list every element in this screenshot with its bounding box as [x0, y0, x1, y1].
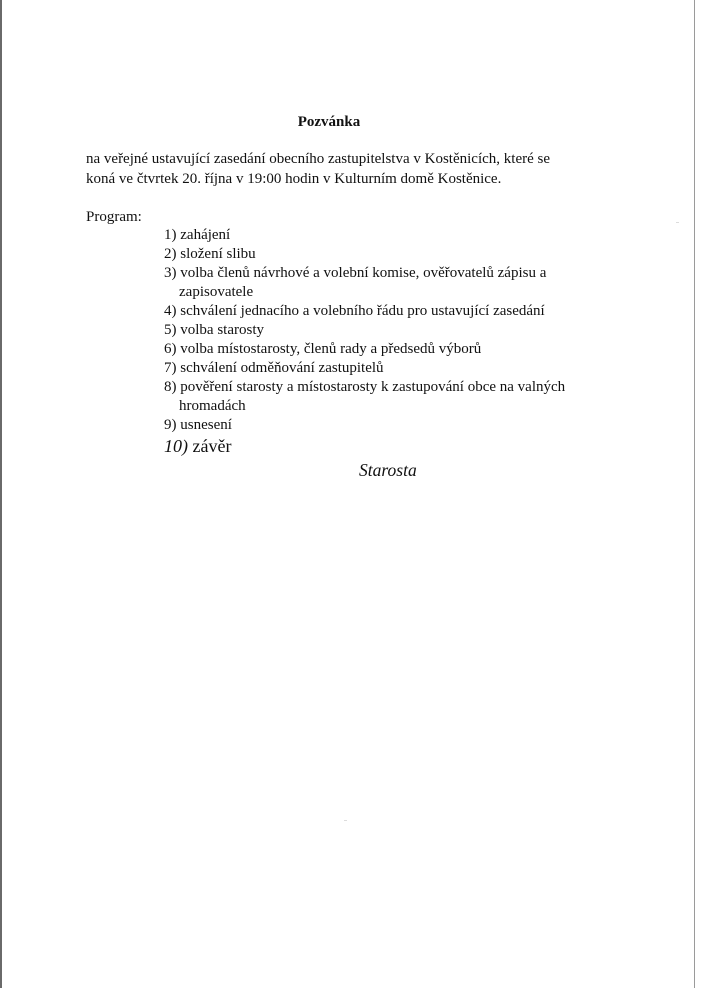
program-label: Program:	[86, 209, 142, 225]
item-text: zahájení	[180, 227, 231, 243]
item-number: 1)	[164, 227, 177, 243]
program-item-6	[164, 340, 634, 359]
item-text: schválení jednacího a volebního řádu pro ustavující zasedání	[180, 303, 545, 319]
item-number: 3)	[164, 265, 177, 281]
item-number: 8)	[164, 379, 177, 395]
item-number: 10)	[164, 436, 188, 456]
item-text: volba starosty	[180, 322, 264, 338]
program-item-7	[164, 359, 634, 378]
program-item-9	[164, 416, 634, 435]
item-number: 9)	[164, 417, 177, 433]
program-item-8	[164, 378, 634, 416]
signature-starosta: Starosta	[359, 460, 417, 480]
program-item-2	[164, 245, 634, 264]
document-title: Pozvánka	[297, 114, 361, 130]
program-item-10	[164, 435, 634, 457]
item-number: 2)	[164, 246, 177, 262]
item-number: 4)	[164, 303, 177, 319]
program-item-5	[164, 321, 634, 340]
item-number: 5)	[164, 322, 177, 338]
item-text: pověření starosty a místostarosty k zastupování obce na valných	[180, 379, 566, 395]
page-edge-right	[694, 0, 695, 988]
program-item-3	[164, 264, 634, 302]
item-number: 7)	[164, 360, 177, 376]
item-text: volba místostarosty, členů rady a předsedů výborů	[180, 341, 482, 357]
item-text: složení slibu	[180, 246, 256, 262]
item-text: usnesení	[180, 417, 232, 433]
item-continuation: zapisovatele	[179, 284, 254, 300]
program-item-4	[164, 302, 634, 321]
intro-line-1: na veřejné ustavující zasedání obecního zastupitelstva v Kostěnicích, které se	[86, 151, 550, 167]
program-list	[164, 226, 634, 457]
item-text: závěr	[192, 436, 232, 456]
item-continuation: hromadách	[179, 398, 246, 414]
invitation-intro	[86, 150, 646, 189]
item-text: volba členů návrhové a volební komise, ověřovatelů zápisu a	[180, 265, 547, 281]
page-edge-left	[0, 0, 2, 988]
program-item-1	[164, 226, 634, 245]
scan-speck	[676, 222, 679, 223]
scan-speck	[344, 820, 347, 821]
item-number: 6)	[164, 341, 177, 357]
intro-line-2: koná ve čtvrtek 20. října v 19:00 hodin v Kulturním domě Kostěnice.	[86, 170, 502, 187]
item-text: schválení odměňování zastupitelů	[180, 360, 384, 376]
